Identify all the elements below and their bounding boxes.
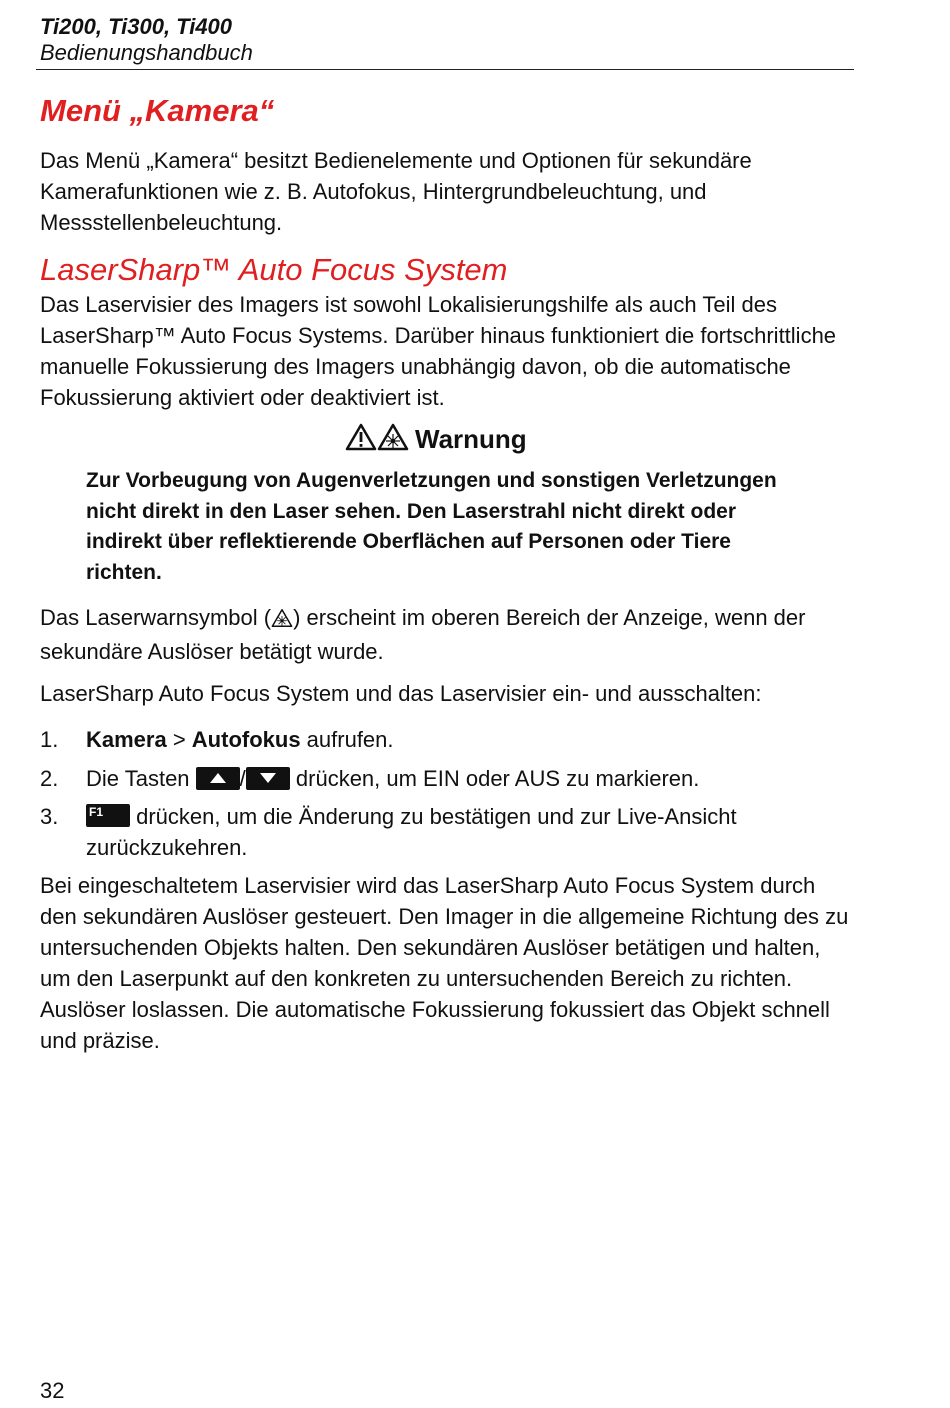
menu-autofokus: Autofokus [191,727,301,752]
step-text [86,763,846,794]
product-models: Ti200, Ti300, Ti400 [40,14,233,39]
page-number: 32 [40,1378,65,1403]
laser-symbol-icon [271,605,293,636]
f1-key-label: F1 [89,805,104,819]
laser-note-after: ) erscheint im oberen Bereich der Anzeige, wenn der sekundäre Auslöser betätigt wurde. [40,605,806,664]
subsection-body: Das Laservisier des Imagers ist sowohl Lokalisierungshilfe als auch Teil des LaserSharp™ Auto Focus Systems. Darüber hinaus funktioniert die fortschrittliche manuelle Fokussierung des Imagers unabhängig davon, ob die automatische Fokussierung aktiviert oder deaktiviert ist. [40,292,837,410]
step-after: drücken, um die Änderung zu bestätigen und zur Live-Ansicht zurückzukehren. [86,804,737,860]
section-title: Menü „Kamera“ [40,93,275,128]
step-text [86,724,846,755]
warning-title: Warnung [415,424,527,454]
laser-symbol-note [40,602,855,667]
page-header [40,14,855,66]
laser-note-before: Das Laserwarnsymbol ( [40,605,272,630]
warning-heading [345,422,527,456]
up-arrow-key-icon [196,767,240,790]
step-rest: aufrufen. [300,727,394,752]
step-number: 1. [40,727,59,752]
steps-intro: LaserSharp Auto Focus System und das Laservisier ein- und ausschalten: [40,681,762,706]
section-intro: Das Menü „Kamera“ besitzt Bedienelemente und Optionen für sekundäre Kamerafunktionen wie z. B. Autofokus, Hintergrundbeleuchtung, und Messstellenbeleuchtung. [40,148,752,235]
step-after: drücken, um EIN oder AUS zu markieren. [289,766,700,791]
closing-paragraph: Bei eingeschaltetem Laservisier wird das LaserSharp Auto Focus System durch den sekundären Auslöser gesteuert. Den Imager in die allgemeine Richtung des zu untersuchenden Objekts halten. Den sekundären Auslöser betätigen und halten, um den Laserpunkt auf den konkreten zu untersuchenden Bereich zu richten. Auslöser loslassen. Die automatische Fokussierung fokussiert das Objekt schnell und präzise. [40,873,849,1053]
subsection-title: LaserSharp™ Auto Focus System [40,252,508,287]
laser-warning-icon [377,423,409,456]
warning-icons [345,423,409,456]
header-divider [36,69,854,70]
f1-key-icon [86,804,130,827]
manual-title: Bedienungshandbuch [40,40,253,65]
menu-separator: > [166,727,192,752]
general-warning-icon [345,423,377,456]
down-arrow-key-icon [246,767,290,790]
menu-kamera: Kamera [86,727,167,752]
step-before: Die Tasten [86,766,196,791]
key-slash: / [239,766,246,791]
step-number: 2. [40,766,59,791]
warning-text: Zur Vorbeugung von Augenverletzungen und sonstigen Verletzungen nicht direkt in den Laser sehen. Den Laserstrahl nicht direkt oder indirekt über reflektierende Oberflächen auf Personen oder Tiere richten. [86,469,777,584]
step-text [86,801,846,863]
step-number: 3. [40,804,59,829]
